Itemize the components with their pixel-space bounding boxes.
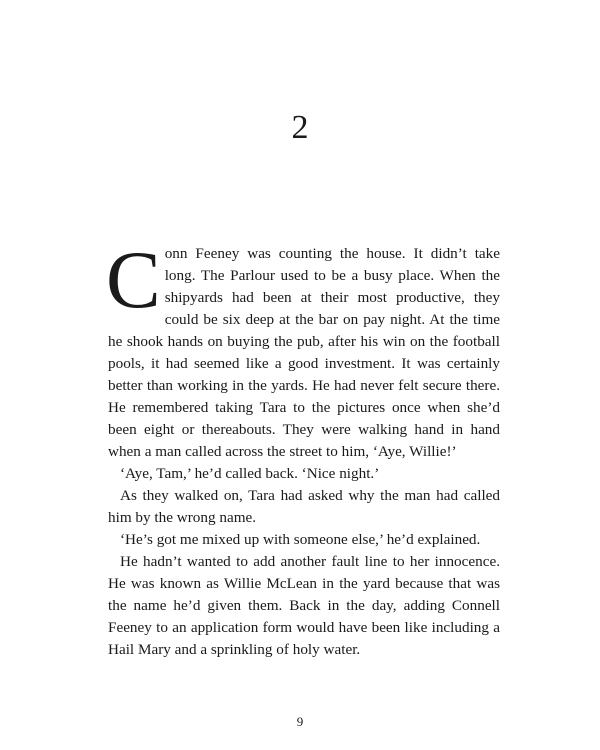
paragraph-1-text: onn Feeney was counting the house. It didn’t take long. The Parlour used to be a busy place. When the shipyards had been at their most productive, they could be six deep at the bar on pay night. At the time he shook hands on buying the pub, after his win on the football pools, it had seemed like a good investment. It was certainly better than working in the yards. He had never felt secure there. He remembered taking Tara to the pictures once when she’d been eight or thereabouts. They were walking hand in hand when a man called across the street to him, ‘Aye, Willie!’ <box>108 245 500 460</box>
chapter-number: 2 <box>291 109 309 146</box>
paragraph-1 <box>106 234 500 463</box>
paragraph-4: ‘He’s got me mixed up with someone else,’ he’d explained. <box>120 531 481 548</box>
paragraph-5: He hadn’t wanted to add another fault line to her innocence. He was known as Willie McLean in the yard because that was the name he’d given them. Back in the day, adding Connell Feeney to an application form would have been like including a Hail Mary and a sprinkling of holy water. <box>108 553 500 658</box>
paragraph-2: ‘Aye, Tam,’ he’d called back. ‘Nice night.’ <box>120 465 380 482</box>
page-number: 9 <box>296 714 304 729</box>
paragraph-3: As they walked on, Tara had asked why the man had called him by the wrong name. <box>108 487 500 526</box>
drop-cap: C <box>106 234 161 325</box>
body-text <box>106 234 500 661</box>
